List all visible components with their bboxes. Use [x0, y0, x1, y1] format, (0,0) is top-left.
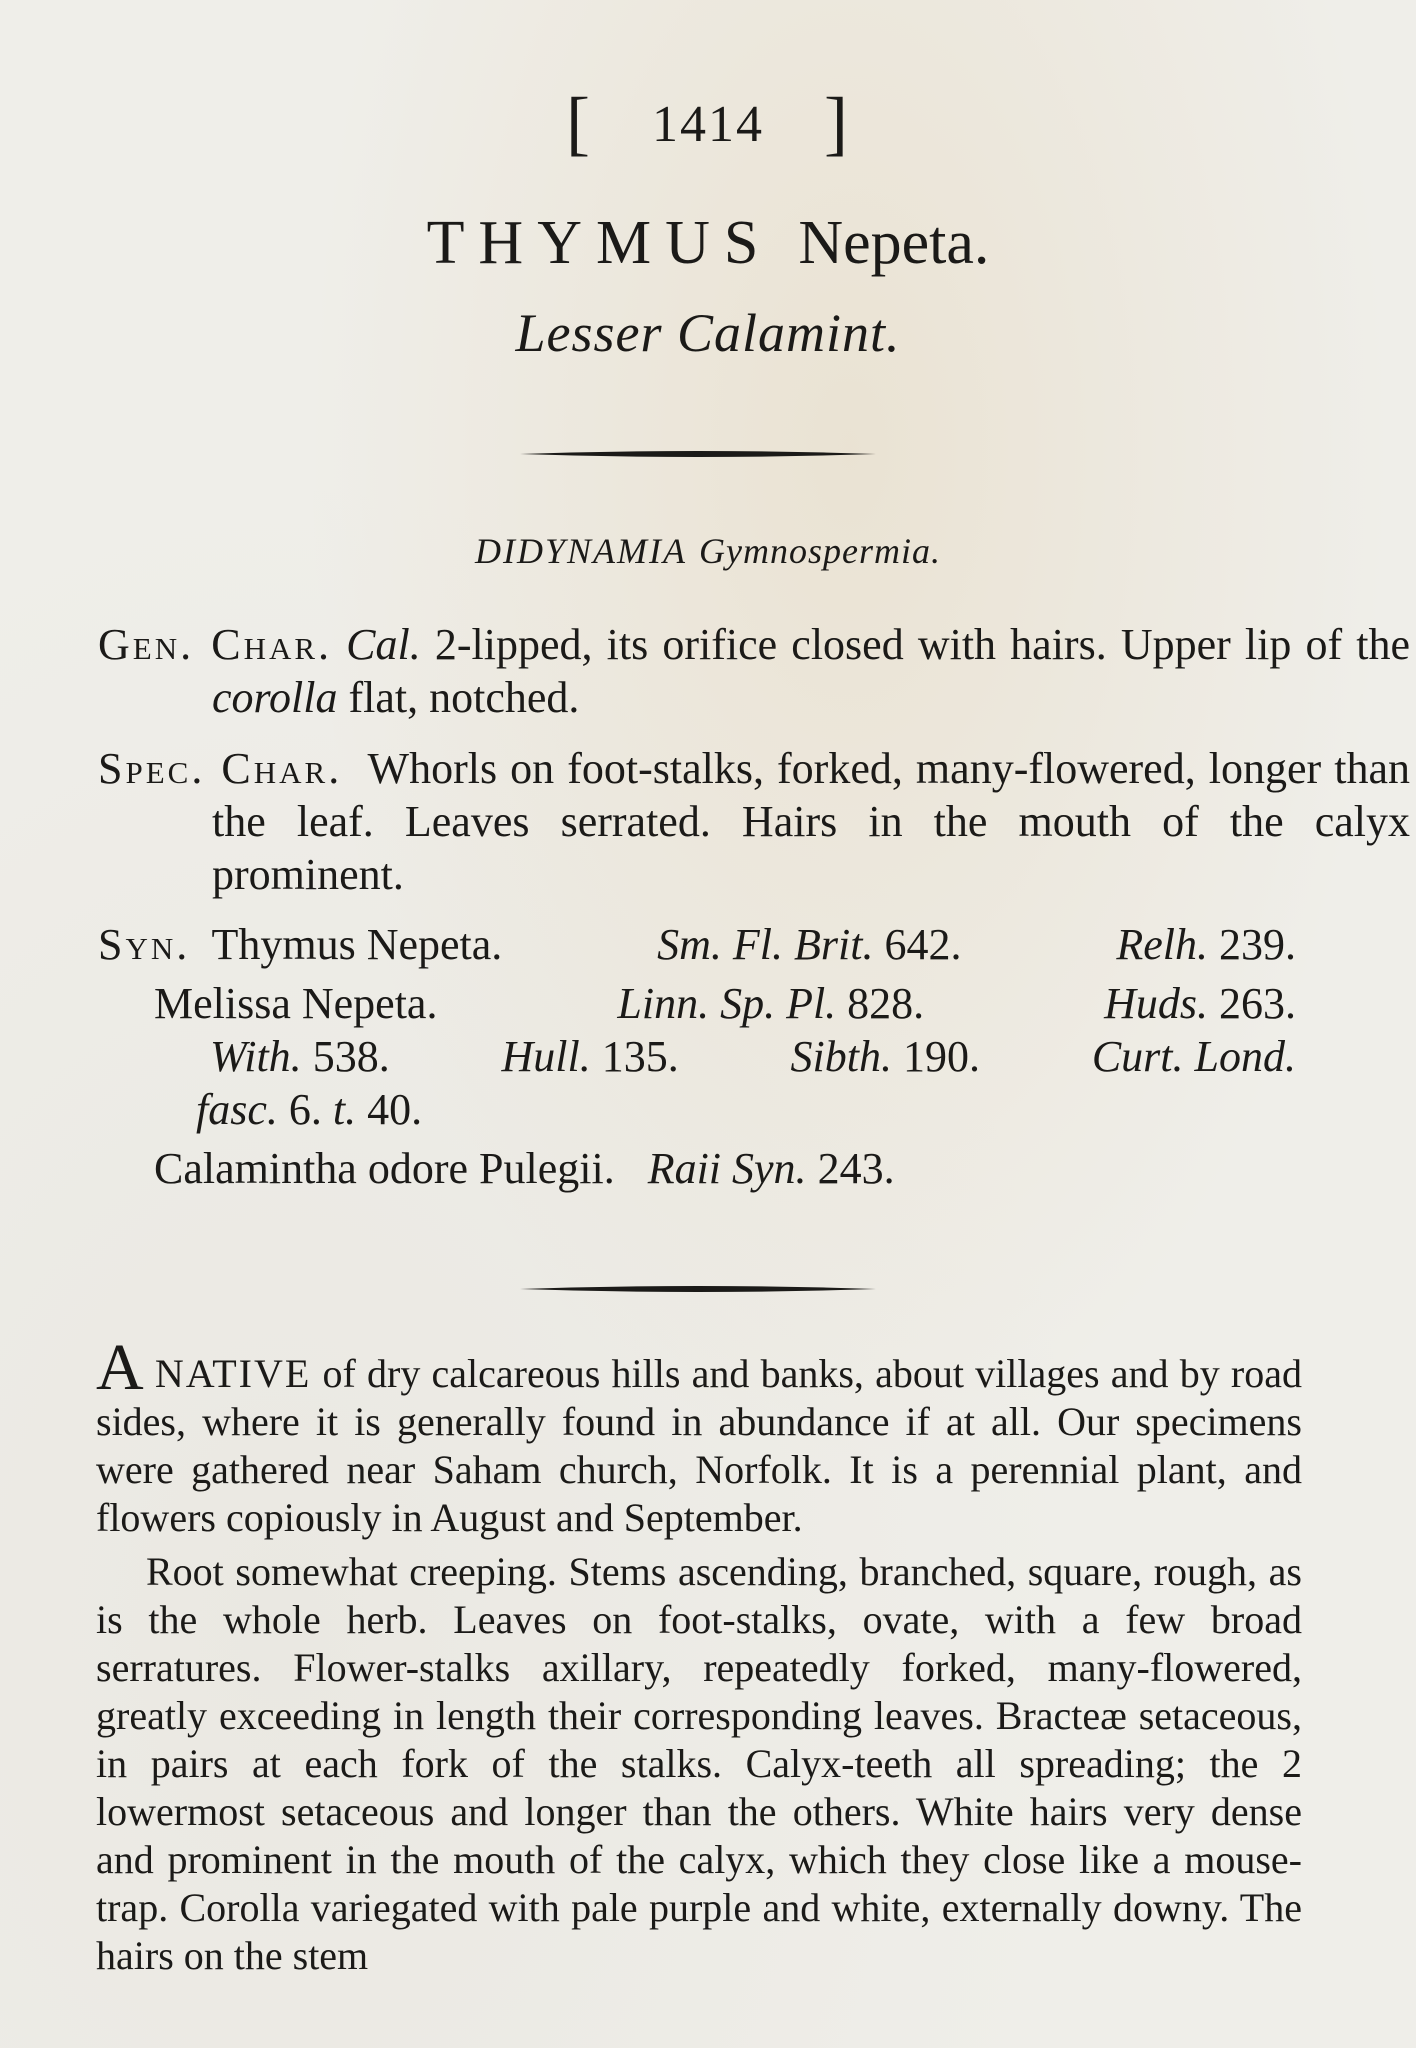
description-text	[96, 1331, 1303, 1986]
genus-name: THYMUS	[426, 209, 773, 277]
synonym-name-5: Calamintha odore Pulegii.	[154, 1144, 615, 1193]
corolla-word: corolla	[212, 673, 338, 722]
synonym-num-2a: 828.	[847, 979, 925, 1028]
ornamental-divider-top	[520, 449, 876, 459]
drop-cap: A	[96, 1331, 144, 1404]
synonym-line-3	[98, 1030, 1296, 1083]
generic-character	[98, 618, 1410, 724]
synonym-num-4: 6.	[288, 1085, 322, 1134]
synonym-ref-1a: Sm. Fl. Brit.	[657, 920, 874, 969]
species-name: Nepeta.	[798, 209, 990, 277]
page-number	[0, 82, 1416, 165]
paragraph-1-text: of dry calcareous hills and banks, about villages and by road sides, where it is generally found in abundance if at all. Our specimens were gathered near Saham church, Norfolk. It is a perennial plant, and flowers copiously in August and September.	[96, 1351, 1303, 1540]
spec-char-text: Whorls on foot-stalks, forked, many-flowered, longer than the leaf. Leaves serrated. Hairs in the mouth of the calyx prominent.	[212, 744, 1410, 899]
synonym-ref-1b: Relh.	[1116, 920, 1208, 969]
order-name: Gymnospermia.	[699, 531, 941, 571]
synonym-num-1a: 642.	[884, 920, 962, 969]
linnaean-classification	[0, 530, 1416, 572]
synonym-num-5: 243.	[817, 1144, 895, 1193]
ornamental-divider-bottom	[520, 1284, 876, 1294]
description-paragraph-1	[96, 1331, 1303, 1542]
synonym-name-1: Thymus Nepeta.	[211, 920, 503, 969]
spec-char-label: Spec. Char.	[98, 744, 343, 793]
synonym-line-4	[98, 1083, 1296, 1136]
synonym-ref-4: fasc.	[196, 1085, 278, 1134]
calyx-abbrev: Cal.	[346, 620, 421, 669]
synonym-ref-2b: Huds.	[1104, 979, 1208, 1028]
synonym-ref-3c: Sibth.	[790, 1032, 892, 1081]
page-number-value: 1414	[652, 96, 764, 153]
gen-char-text-1: 2-lipped, its orifice closed with hairs. Upper lip of the	[434, 620, 1411, 669]
gen-char-text-2: flat, notched.	[348, 673, 580, 722]
synonym-ref-3a: With.	[210, 1032, 302, 1081]
synonym-name-2: Melissa Nepeta.	[154, 979, 438, 1028]
native-word: NATIVE	[154, 1351, 312, 1396]
specific-character	[98, 742, 1410, 901]
synonymy	[98, 918, 1296, 1195]
species-title	[0, 208, 1416, 279]
synonym-ref-3b: Hull.	[501, 1032, 591, 1081]
syn-label: Syn.	[98, 920, 191, 969]
synonym-ref-5: Raii Syn.	[647, 1144, 807, 1193]
synonym-line-5	[98, 1142, 1296, 1195]
synonym-num-3a: 538.	[312, 1032, 390, 1081]
synonym-num-2b: 263.	[1218, 979, 1296, 1028]
synonym-num-1b: 239.	[1219, 920, 1296, 969]
class-name: DIDYNAMIA	[475, 531, 687, 571]
synonym-line-2	[98, 977, 1296, 1030]
synonym-ref-2a: Linn. Sp. Pl.	[617, 979, 837, 1028]
open-bracket: [	[566, 83, 592, 163]
close-bracket: ]	[824, 83, 850, 163]
gen-char-label: Gen. Char.	[98, 620, 333, 669]
common-name: Lesser Calamint.	[515, 303, 901, 363]
synonym-ref-3d: Curt. Lond.	[1091, 1032, 1296, 1081]
synonym-num-3c: 190.	[903, 1032, 980, 1081]
synonym-line-1	[98, 918, 1296, 971]
synonym-tnum-4: 40.	[367, 1085, 423, 1134]
description-paragraph-2: Root somewhat creeping. Stems ascending, branched, square, rough, as is the whole herb. Leaves on foot-stalks, ovate, with a few broad serratures. Flower-stalks axillary, repeatedly forked, many-flowered, greatly exceeding in length their corresponding leaves. Bracteæ setaceous, in pairs at each fork of the stalks. Calyx-teeth all spreading; the 2 lowermost setaceous and longer than the others. White hairs very dense and prominent in the mouth of the calyx, which they close like a mouse-trap. Corolla variegated with pale purple and white, externally downy. The hairs on the stem	[96, 1549, 1302, 1978]
synonym-num-3b: 135.	[601, 1032, 679, 1081]
synonym-t-4: t.	[332, 1085, 357, 1134]
